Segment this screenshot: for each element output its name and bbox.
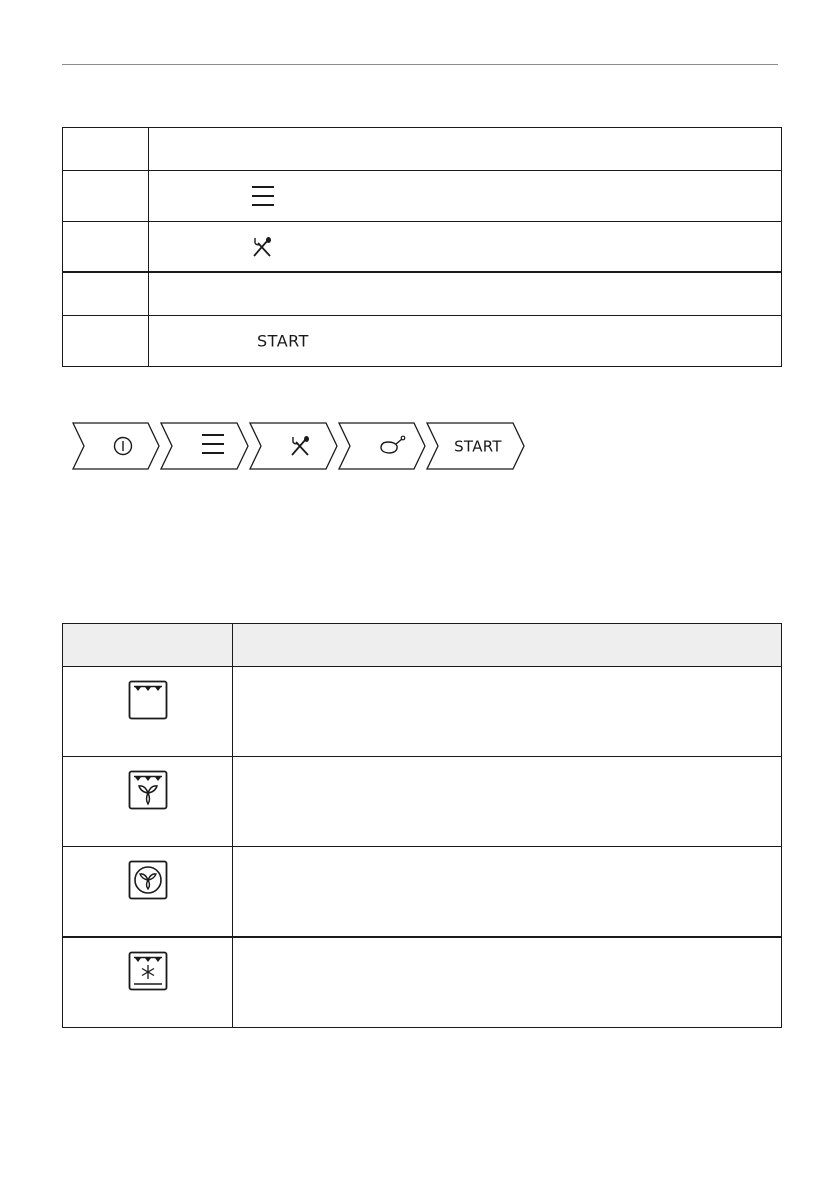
step-number-cell	[63, 272, 149, 316]
start-label: START	[454, 437, 502, 456]
defrost-oven-icon	[128, 951, 168, 991]
step-description-cell	[149, 128, 782, 171]
table-row	[63, 757, 782, 847]
table-row	[63, 128, 782, 171]
step-number-cell	[63, 316, 149, 367]
table-row	[63, 937, 782, 1028]
menu-icon	[251, 185, 275, 207]
function-description	[233, 937, 782, 1028]
description-column-header	[233, 624, 782, 667]
sequence-step-power	[73, 423, 159, 469]
table-header-row	[63, 624, 782, 667]
step-description-cell	[149, 171, 782, 222]
table-row	[63, 847, 782, 938]
step-number-cell	[63, 171, 149, 222]
steps-table	[62, 127, 782, 367]
function-icon-cell	[63, 847, 233, 938]
header-rule	[62, 64, 778, 65]
function-icon-cell	[63, 937, 233, 1028]
function-description	[233, 847, 782, 938]
table-row	[63, 316, 782, 367]
sequence-step-cutlery	[250, 423, 337, 469]
oven-functions-table	[62, 623, 782, 1028]
sequence-step-start	[427, 423, 524, 469]
sequence-step-roast	[339, 423, 425, 469]
step-description-cell	[149, 222, 782, 273]
function-icon-cell	[63, 757, 233, 847]
table-row	[63, 171, 782, 222]
step-number-cell	[63, 128, 149, 171]
step-number-cell	[63, 222, 149, 273]
step-description-cell	[149, 316, 782, 367]
symbol-column-header	[63, 624, 233, 667]
table-row	[63, 667, 782, 757]
sequence-step-menu	[161, 423, 248, 469]
function-description	[233, 757, 782, 847]
fan-oven-icon	[128, 860, 168, 900]
step-description-cell	[149, 272, 782, 316]
table-row	[63, 222, 782, 273]
function-icon-cell	[63, 667, 233, 757]
function-description	[233, 667, 782, 757]
step-sequence	[72, 422, 528, 470]
table-row	[63, 272, 782, 316]
cutlery-icon	[251, 236, 273, 258]
start-button-label: START	[257, 331, 309, 351]
top-heat-oven-icon	[128, 680, 168, 720]
top-heat-fan-oven-icon	[128, 770, 168, 810]
